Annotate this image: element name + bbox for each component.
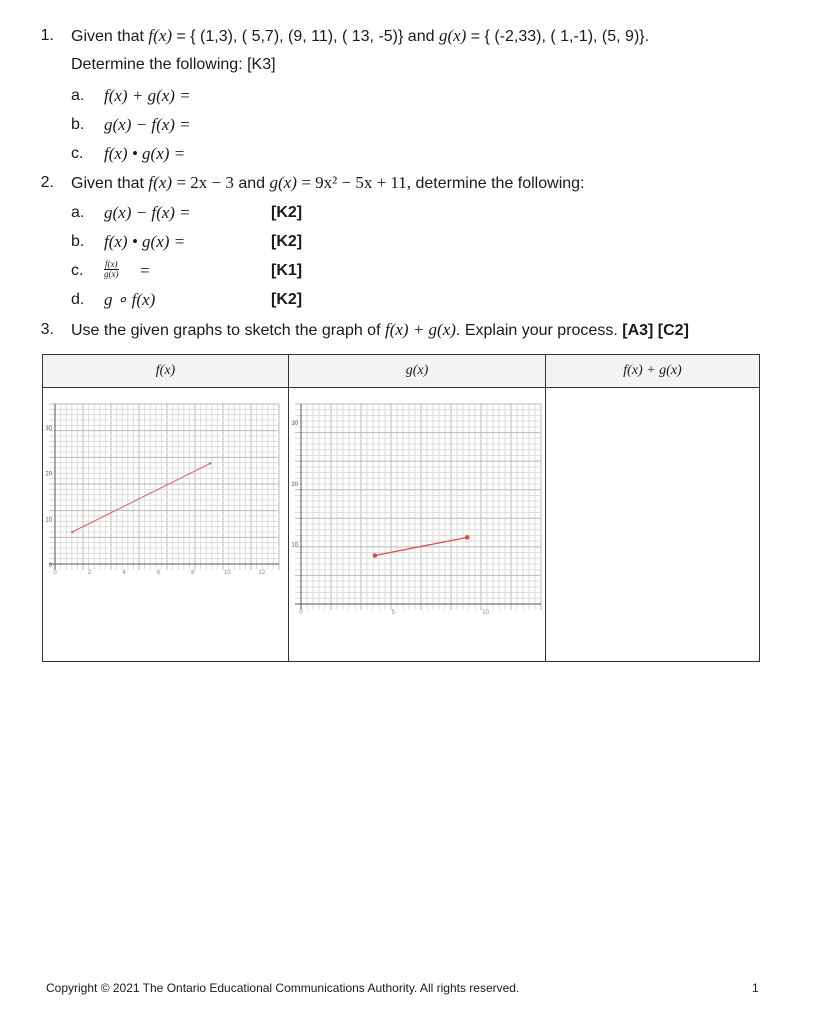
q2-g-eq: = 9x² − 5x + 11,: [301, 173, 412, 192]
q3-text-a: Use the given graphs to sketch the graph of: [71, 322, 381, 339]
q2-g: g(x): [269, 173, 297, 192]
header-gx: g(x): [289, 355, 546, 388]
gx-chart: [289, 388, 544, 656]
part-expression: g(x) − f(x) =: [104, 115, 191, 134]
y-tick-label: 0: [48, 563, 52, 569]
q1-g-def: = { (-2,33), ( 1,-1), (5, 9)}.: [470, 28, 650, 45]
q2-and: and: [238, 175, 266, 192]
q3-marks: [A3] [C2]: [622, 322, 689, 339]
copyright-footer: Copyright © 2021 The Ontario Educational Communications Authority. All rights reserved.: [46, 981, 520, 995]
part-expression: f(x) + g(x) =: [104, 86, 191, 105]
x-tick-label: 8: [191, 570, 195, 576]
x-tick-label: 10: [482, 610, 489, 616]
fx-chart: [43, 388, 287, 656]
fraction-denominator: g(x): [104, 269, 119, 280]
y-tick-label: 10: [45, 517, 52, 524]
q1-f-def: = { (1,3), ( 5,7), (9, 11), ( 13, -5)} and: [176, 28, 435, 45]
q2-instruction: determine the following:: [415, 175, 585, 192]
q3-expr: f(x) + g(x): [384, 320, 456, 339]
fx-graph-cell: [43, 388, 289, 662]
sum-answer-cell[interactable]: [546, 388, 760, 662]
q1-number: 1.: [40, 27, 54, 44]
part-expression: f(x) • g(x) =: [104, 144, 186, 163]
fraction-numerator: f(x): [105, 259, 118, 270]
y-tick-label: 20: [45, 471, 52, 478]
part-mark: [K2]: [271, 204, 303, 221]
data-point: [209, 462, 211, 464]
part-letter: c.: [71, 145, 84, 162]
x-tick-label: 0: [53, 570, 57, 576]
y-tick-label: 30: [291, 421, 298, 428]
q2-number: 2.: [40, 174, 54, 191]
q1-f: f(x): [148, 26, 172, 45]
part-letter: d.: [71, 291, 85, 308]
x-tick-label: 2: [87, 570, 92, 576]
q3-number: 3.: [40, 321, 54, 338]
part-fraction: [104, 260, 119, 280]
graph-table-header: [43, 355, 760, 388]
part-expression: g(x) − f(x) =: [104, 203, 191, 222]
header-fx: f(x): [43, 355, 289, 388]
header-sum: f(x) + g(x): [546, 355, 760, 388]
q3-statement: [71, 320, 689, 341]
part-letter: b.: [71, 116, 85, 133]
grid: [295, 404, 541, 610]
grid: [49, 404, 279, 570]
part-expression: f(x) • g(x) =: [104, 232, 186, 251]
q1-instruction: Determine the following: [K3]: [71, 56, 276, 73]
part-mark: [K1]: [271, 262, 303, 279]
x-tick-label: 12: [258, 570, 266, 576]
y-tick-label: 30: [45, 425, 52, 432]
part-letter: c.: [71, 262, 84, 279]
x-tick-label: 5: [391, 610, 395, 616]
part-letter: b.: [71, 233, 85, 250]
q2-f-eq: = 2x − 3: [176, 173, 234, 192]
q1-statement: [71, 26, 649, 47]
part-mark: [K2]: [271, 291, 303, 308]
q1-given-text: Given that: [71, 28, 144, 45]
part-expression: g ∘ f(x): [104, 290, 156, 309]
graph-table: [42, 354, 760, 662]
x-tick-label: 0: [299, 610, 303, 616]
q1-g: g(x): [438, 26, 467, 45]
data-point: [373, 553, 378, 558]
q3-text-b: . Explain your process.: [455, 322, 618, 339]
gx-graph-cell: [289, 388, 546, 662]
y-tick-label: 10: [291, 542, 298, 549]
q2-f: f(x): [148, 173, 172, 192]
y-tick-label: 20: [291, 481, 298, 488]
part-letter: a.: [71, 87, 85, 104]
page-number: 1: [752, 981, 759, 995]
x-tick-label: 10: [223, 570, 231, 576]
part-mark: [K2]: [271, 233, 303, 250]
x-tick-label: 4: [122, 570, 126, 576]
q2-statement: [71, 173, 584, 194]
data-point: [71, 531, 73, 533]
x-tick-label: 6: [156, 570, 161, 576]
part-letter: a.: [71, 204, 85, 221]
graph-table-row: [43, 388, 760, 662]
data-point: [465, 535, 470, 540]
q2-given-text: Given that: [71, 175, 144, 192]
part-expression: =: [140, 261, 150, 280]
